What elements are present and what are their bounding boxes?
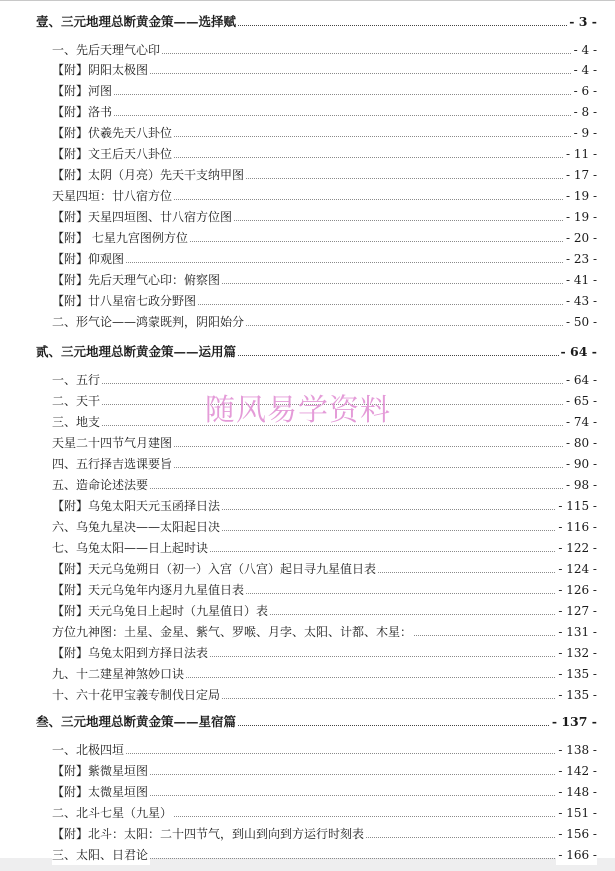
toc-page-number: - 138 - [556,740,597,760]
toc-entry[interactable] [0,538,615,558]
toc-entry[interactable] [0,40,615,60]
toc-entry[interactable] [0,312,615,332]
toc-chapter[interactable] [0,342,615,362]
toc-title: 壹、三元地理总断黄金策——选择赋 [36,12,238,32]
toc-entry[interactable] [0,165,615,185]
toc-entry[interactable] [0,517,615,537]
toc-page-number: - 156 - [556,824,597,844]
toc-page-number: - 4 - [572,60,597,80]
toc-entry[interactable] [0,207,615,227]
toc-title: 【附】伏羲先天八卦位 [52,123,174,143]
toc-title: 三、地支 [52,412,102,432]
toc-title: 【附】文王后天八卦位 [52,144,174,164]
top-rule [0,0,615,1]
toc-entry[interactable] [0,782,615,802]
toc-page-number: - 115 - [556,496,597,516]
toc-title: 天星二十四节气月建图 [52,433,174,453]
toc-page-number: - 131 - [556,622,597,642]
toc-page-number: - 132 - [556,643,597,663]
toc-entry[interactable] [0,580,615,600]
toc-page-number: - 90 - [564,454,597,474]
toc-title: 叁、三元地理总断黄金策——星宿篇 [36,712,238,732]
toc-page-number: - 166 - [556,845,597,865]
toc-page-number: - 64 - [564,370,597,390]
toc-page-number: - 65 - [564,391,597,411]
toc-title: 三、太阳、日君论 [52,845,150,865]
toc-title: 二、天干 [52,391,102,411]
toc-title: 【附】北斗：太阳：二十四节气，到山到向到方运行时刻表 [52,824,366,844]
toc-entry[interactable] [0,559,615,579]
toc-entry[interactable] [0,270,615,290]
toc-title: 一、先后天理气心印 [52,40,162,60]
toc-page-number: - 135 - [556,685,597,705]
toc-page-number: - 11 - [564,144,597,164]
toc-entry[interactable] [0,123,615,143]
toc-title: 五、造命论述法要 [52,475,150,495]
toc-entry[interactable] [0,102,615,122]
toc-page-number: - 151 - [556,803,597,823]
toc-page-number: - 124 - [556,559,597,579]
toc-title: 六、乌兔九星决——太阳起日决 [52,517,222,537]
toc-entry[interactable] [0,761,615,781]
toc-title: 七、乌兔太阳——日上起时诀 [52,538,210,558]
toc-title: 【附】乌兔太阳到方择日法表 [52,643,210,663]
toc-title: 【附】阴阳太极图 [52,60,150,80]
toc-page-number: - 9 - [572,123,597,143]
toc-page-number: - 43 - [564,291,597,311]
toc-page-number: - 20 - [564,228,597,248]
toc-entry[interactable] [0,622,615,642]
toc-entry[interactable] [0,291,615,311]
toc-entry[interactable] [0,144,615,164]
toc-entry[interactable] [0,60,615,80]
toc-title: 【附】天元乌兔年内逐月九星值日表 [52,580,246,600]
toc-entry[interactable] [0,433,615,453]
toc-entry[interactable] [0,643,615,663]
toc-title: 一、北极四垣 [52,740,126,760]
toc-entry[interactable] [0,454,615,474]
toc-entry[interactable] [0,228,615,248]
toc-title: 【附】天元乌兔朔日（初一）入宫（八宫）起日寻九星值日表 [52,559,378,579]
toc-entry[interactable] [0,186,615,206]
toc-page-number: - 122 - [556,538,597,558]
toc-title: 十、六十花甲宝義专制伐日定局 [52,685,222,705]
dot-leader [52,115,597,116]
toc-page-number: - 80 - [564,433,597,453]
toc-page-number: - 6 - [572,81,597,101]
toc-title: 【附】洛书 [52,102,114,122]
toc-page-number: - 127 - [556,601,597,621]
toc-title: 【附】太微星垣图 [52,782,150,802]
toc-chapter[interactable] [0,712,615,732]
toc-page-number: - 41 - [564,270,597,290]
toc-page-number: - 98 - [564,475,597,495]
toc-title: 【附】天星四垣图、廿八宿方位图 [52,207,234,227]
toc-title: 【附】乌兔太阳天元玉函择日法 [52,496,222,516]
toc-title: 二、北斗七星（九星） [52,803,174,823]
dot-leader [52,753,597,754]
toc-title: 【附】天元乌兔日上起时（九星值日）表 [52,601,270,621]
toc-page-number: - 19 - [564,207,597,227]
toc-entry[interactable] [0,824,615,844]
toc-page-number: - 64 - [559,342,597,362]
toc-entry[interactable] [0,664,615,684]
toc-title: 贰、三元地理总断黄金策——运用篇 [36,342,238,362]
toc-title: 四、五行择吉选课要旨 [52,454,174,474]
toc-page-number: - 148 - [556,782,597,802]
toc-entry[interactable] [0,475,615,495]
dot-leader [52,383,597,384]
toc-page-number: - 135 - [556,664,597,684]
toc-page-number: - 126 - [556,580,597,600]
toc-page-number: - 137 - [550,712,597,732]
toc-page-number: - 19 - [564,186,597,206]
toc-page-number: - 17 - [564,165,597,185]
toc-title: 【附】 七星九宫图例方位 [52,228,190,248]
toc-title: 【附】紫微星垣图 [52,761,150,781]
toc-title: 【附】仰观图 [52,249,126,269]
toc-title: 天星四垣：廿八宿方位 [52,186,174,206]
toc-title: 一、五行 [52,370,102,390]
toc-title: 二、形气论——鸿蒙既判，阴阳始分 [52,312,246,332]
toc-entry[interactable] [0,81,615,101]
toc-title: 九、十二建星神煞妙口诀 [52,664,186,684]
toc-entry[interactable] [0,496,615,516]
toc-title: 【附】河图 [52,81,114,101]
toc-page-number: - 8 - [572,102,597,122]
toc-page-number: - 142 - [556,761,597,781]
toc-title: 方位九神图：土星、金星、紫气、罗喉、月孛、太阳、计都、木星： [52,622,414,642]
watermark: 随风易学资料 [205,393,391,428]
toc-page-number: - 50 - [564,312,597,332]
toc-page-number: - 4 - [572,40,597,60]
toc-page-number: - 3 - [567,12,597,32]
dot-leader [52,262,597,263]
toc-page-number: - 74 - [564,412,597,432]
toc-chapter[interactable] [0,12,615,32]
toc-entry[interactable] [0,685,615,705]
toc-title: 【附】先后天理气心印：俯察图 [52,270,222,290]
dot-leader [52,94,597,95]
toc-entry[interactable] [0,740,615,760]
toc-title: 【附】太阴（月亮）先天干支纳甲图 [52,165,246,185]
toc-page-number: - 116 - [556,517,597,537]
toc-page-number: - 23 - [564,249,597,269]
toc-entry[interactable] [0,803,615,823]
toc-entry[interactable] [0,601,615,621]
toc-title: 【附】廿八星宿七政分野图 [52,291,198,311]
toc-entry[interactable] [0,249,615,269]
